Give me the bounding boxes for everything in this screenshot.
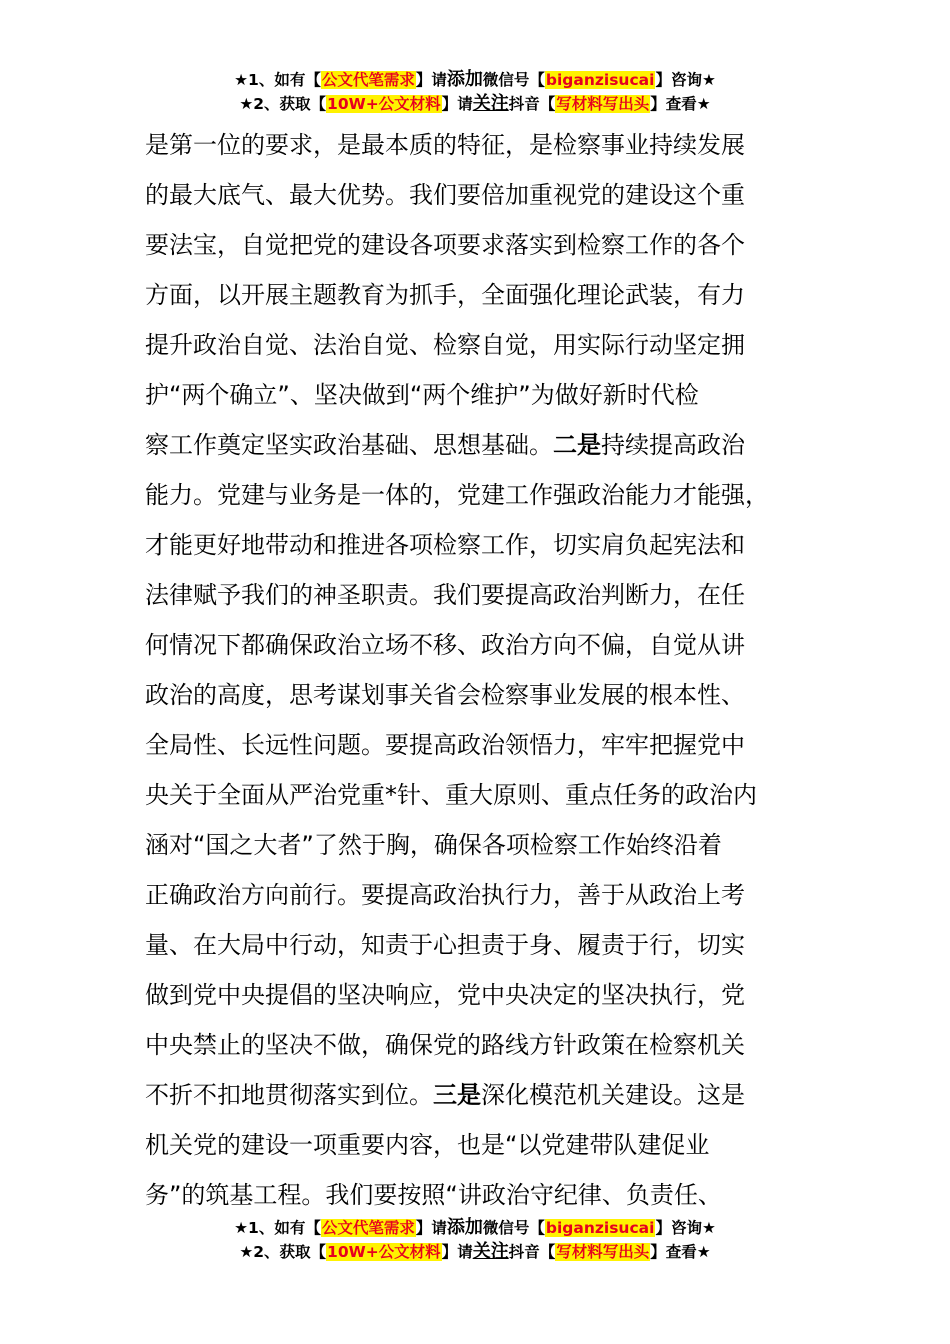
body-line: 方面，以开展主题教育为抓手，全面强化理论武装，有力 bbox=[145, 281, 745, 309]
body-line: 央关于全面从严治党重*针、重大原则、重点任务的政治内 bbox=[145, 781, 757, 809]
header-banner bbox=[0, 68, 950, 116]
banner-highlight-wechat: biganzisucai bbox=[545, 1219, 655, 1237]
body-text-run: 持续提高政治 bbox=[601, 431, 745, 459]
footer-banner bbox=[0, 1216, 950, 1264]
document-body bbox=[145, 120, 817, 1220]
body-line: 要法宝，自觉把党的建设各项要求落实到检察工作的各个 bbox=[145, 231, 745, 259]
body-line: 政治的高度，思考谋划事关省会检察事业发展的根本性、 bbox=[145, 681, 745, 709]
banner-highlight: 公文代笔需求 bbox=[321, 71, 415, 89]
banner-text: ★1、如有【 bbox=[234, 71, 321, 89]
body-text-run: 察工作奠定坚实政治基础、思想基础。 bbox=[145, 431, 553, 459]
body-line: 护“两个确立”、坚决做到“两个维护”为做好新时代检 bbox=[145, 381, 699, 409]
banner-text: 微信号【 bbox=[482, 71, 545, 89]
banner-text: ★1、如有【 bbox=[234, 1219, 321, 1237]
body-line: 提升政治自觉、法治自觉、检察自觉，用实际行动坚定拥 bbox=[145, 331, 745, 359]
body-text-run: 不折不扣地贯彻落实到位。 bbox=[145, 1081, 433, 1109]
banner-emphasis: 关注 bbox=[472, 1241, 509, 1262]
banner-highlight-douyin: 写材料写出头 bbox=[556, 1243, 650, 1261]
section-marker: 二是 bbox=[553, 431, 601, 459]
body-line: 涵对“国之大者”了然于胸，确保各项检察工作始终沿着 bbox=[145, 831, 722, 859]
body-line: 法律赋予我们的神圣职责。我们要提高政治判断力，在任 bbox=[145, 581, 745, 609]
body-line: 是第一位的要求，是最本质的特征，是检察事业持续发展 bbox=[145, 131, 745, 159]
section-marker: 三是 bbox=[433, 1081, 481, 1109]
banner-highlight-douyin: 写材料写出头 bbox=[556, 95, 650, 113]
banner-text: ★2、获取【 bbox=[239, 95, 327, 113]
body-line: 能力。党建与业务是一体的，党建工作强政治能力才能强， bbox=[145, 481, 769, 509]
banner-line-2 bbox=[0, 1240, 950, 1264]
banner-highlight: 10W+公文材料 bbox=[327, 95, 441, 113]
banner-text: 抖音【 bbox=[508, 95, 556, 113]
banner-text: 】咨询★ bbox=[655, 71, 716, 89]
body-line: 做到党中央提倡的坚决响应，党中央决定的坚决执行，党 bbox=[145, 981, 745, 1009]
banner-line-1 bbox=[0, 68, 950, 92]
body-line: 何情况下都确保政治立场不移、政治方向不偏，自觉从讲 bbox=[145, 631, 745, 659]
banner-highlight: 公文代笔需求 bbox=[321, 1219, 415, 1237]
body-line bbox=[145, 1070, 817, 1120]
body-line: 正确政治方向前行。要提高政治执行力，善于从政治上考 bbox=[145, 881, 745, 909]
banner-text: ★2、获取【 bbox=[239, 1243, 327, 1261]
banner-text: 】请 bbox=[441, 1243, 473, 1261]
body-line: 务”的筑基工程。我们要按照“讲政治守纪律、负责任、 bbox=[145, 1181, 722, 1209]
banner-line-1 bbox=[0, 1216, 950, 1240]
banner-emphasis: 关注 bbox=[472, 93, 509, 114]
banner-text: 】咨询★ bbox=[655, 1219, 716, 1237]
banner-highlight: 10W+公文材料 bbox=[327, 1243, 441, 1261]
body-line: 机关党的建设一项重要内容，也是“以党建带队建促业 bbox=[145, 1131, 710, 1159]
banner-text: 】请 bbox=[415, 71, 447, 89]
banner-text: 】查看★ bbox=[650, 95, 711, 113]
banner-text: 抖音【 bbox=[508, 1243, 556, 1261]
body-line: 才能更好地带动和推进各项检察工作，切实肩负起宪法和 bbox=[145, 531, 745, 559]
banner-text: 微信号【 bbox=[482, 1219, 545, 1237]
body-line: 量、在大局中行动，知责于心担责于身、履责于行，切实 bbox=[145, 931, 745, 959]
body-line: 的最大底气、最大优势。我们要倍加重视党的建设这个重 bbox=[145, 181, 745, 209]
body-line: 中央禁止的坚决不做，确保党的路线方针政策在检察机关 bbox=[145, 1031, 745, 1059]
banner-highlight-wechat: biganzisucai bbox=[545, 71, 655, 89]
body-line: 全局性、长远性问题。要提高政治领悟力，牢牢把握党中 bbox=[145, 731, 745, 759]
banner-emphasis: 添加 bbox=[446, 69, 483, 90]
banner-emphasis: 添加 bbox=[446, 1217, 483, 1238]
banner-text: 】请 bbox=[415, 1219, 447, 1237]
banner-text: 】请 bbox=[441, 95, 473, 113]
body-line bbox=[145, 420, 817, 470]
body-text-run: 深化模范机关建设。这是 bbox=[481, 1081, 745, 1109]
banner-line-2 bbox=[0, 92, 950, 116]
banner-text: 】查看★ bbox=[650, 1243, 711, 1261]
